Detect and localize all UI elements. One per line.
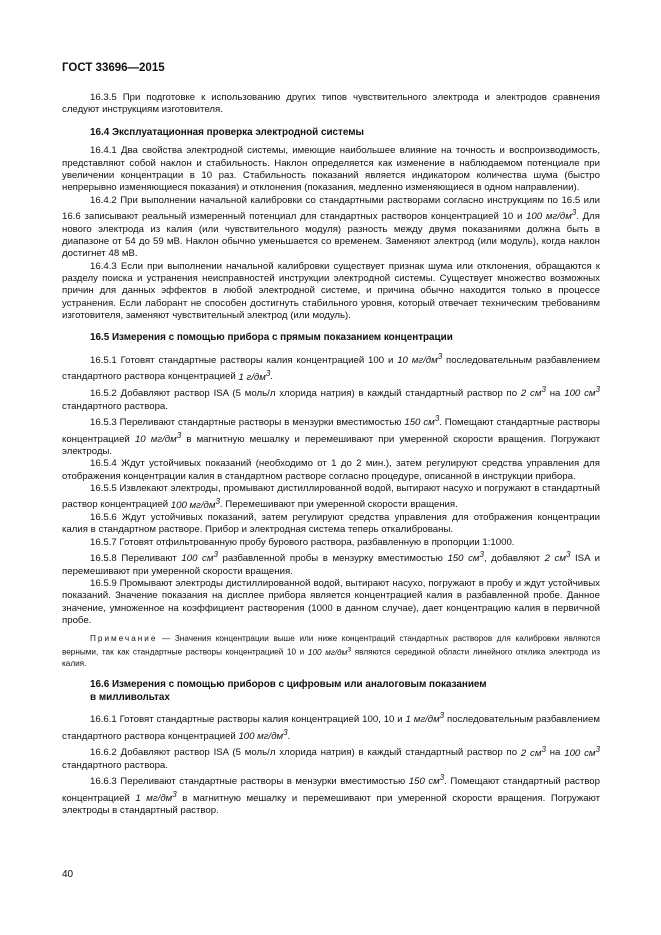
paragraph: 16.5.3 Переливают стандартные растворы в мензурки вместимостью 150 $см^3$. Помещают стандартные растворы концентрацией 10 $мг/дм^3$ в магнитную мешалку и перемешивают при умеренной скорости вращения. Погружают электроды. [62, 413, 601, 458]
paragraph: 16.5.2 Добавляют раствор ISA (5 моль/л хлорида натрия) в каждый стандартный раствор по 2 $см^3$ на 100 $см^3$ стандартного раствора. [62, 385, 600, 412]
paragraph: 16.6.3 Переливают стандартные растворы в мензурки вместимостью 150 $см^3$. Помещают стандартный раствор концентрацией 1 $мг/дм^3$ в магнитную мешалку и перемешивают при умеренной скорости вращения. Погружают электроды в стандартный раствор. [62, 773, 601, 817]
document-body [62, 92, 600, 818]
document-header: ГОСТ 33696—2015 [62, 62, 165, 74]
section-heading: 16.5 Измерения с помощью прибора с прямым показанием концентрации [90, 332, 453, 344]
note: Примечание — Значения концентрации выше или ниже концентраций стандартных растворов для калибровки являются верными, так как стандартные растворы концентрацией 10 и 100 $мг/дм^3$ являются серединой области линейного отклика электрода из калия. [62, 634, 600, 669]
paragraph: 16.5.4 Ждут устойчивых показаний (необходимо от 1 до 2 мин.), затем регулируют средства управления для отображения концентрации калия в стандартном растворе согласно процедуре, описанной в инструкции прибора. [62, 458, 600, 482]
paragraph: 16.6.1 Готовят стандартные растворы калия концентрацией 100, 10 и 1 $мг/дм^3$ последовательным разбавлением стандартного раствора концентрацией 100 $мг/дм^3$. [62, 711, 600, 743]
paragraph: 16.3.5 При подготовке к использованию других типов чувствительного электрода и электродов сравнения следуют инструкциям изготовителя. [62, 92, 600, 116]
section-heading: 16.6 Измерения с помощью приборов с цифровым или аналоговым показанием в милливольтах [90, 679, 487, 703]
document-page [62, 62, 600, 818]
paragraph: 16.4.3 Если при выполнении начальной калибровки существует признак шума или отклонения, обращаются к разделу поиска и устранения неисправностей инструкции электродной системы. Существует множество возможных причин для данных эффектов в любой электродной системе, и причина обычно находится только в процессе устранения. Если лаборант не способен достигнуть стабильного уровня, который отвечает техническим требованиям изготовителя, заменяют чувствительный электрод (или модуль). [62, 260, 600, 321]
paragraph: 16.6.2 Добавляют раствор ISA (5 моль/л хлорида натрия) в каждый стандартный раствор по 2 $см^3$ на 100 $см^3$ стандартного раствора. [62, 744, 600, 771]
paragraph: 16.5.5 Извлекают электроды, промывают дистиллированной водой, вытирают насухо и погружают в стандартный раствор концентрацией 100 $мг/дм^3$. Перемешивают при умеренной скорости вращения. [62, 483, 600, 511]
paragraph: 16.5.8 Переливают 100 $см^3$ разбавленной пробы в мензурку вместимостью 150 $см^3$, добавляют 2 $см^3$ ISA и перемешивают при умеренной скорости вращения. [62, 550, 600, 577]
paragraph: 16.5.9 Промывают электроды дистиллированной водой, вытирают насухо, погружают в пробу и ждут устойчивых показаний. Значение показания на дисплее прибора является концентрацией калия в разбавленной пробе. Данное значение, умноженное на коэффициент растворения (1000 в данном случае), дает концентрацию калия в первичной пробе. [62, 577, 600, 626]
paragraph: 16.5.7 Готовят отфильтрованную пробу бурового раствора, разбавленную в пропорции 1:1000. [90, 536, 515, 548]
paragraph: 16.4.2 При выполнении начальной калибровки со стандартными растворами согласно инструкциям по 16.5 или 16.6 записывают реальный измеренный потенциал для стандартных растворов концентрацией 10 и 100 $мг/дм^3$. Для нового электрода из калия (или чувствительного модуля) разность между двумя показаниями должна быть в диапазоне от 54 до 59 мВ. Наклон обычно уменьшается со временем. Заменяют электрод (или модуль), когда наклон достигнет 48 мВ. [62, 194, 600, 260]
section-heading: 16.4 Эксплуатационная проверка электродной системы [90, 126, 364, 138]
paragraph: 16.5.1 Готовят стандартные растворы калия концентрацией 100 и 10 $мг/дм^3$ последовательным разбавлением стандартного раствора концентрацией 1 $г/дм^3$. [62, 351, 601, 383]
paragraph: 16.4.1 Два свойства электродной системы, имеющие наибольшее влияние на точность и воспроизводимость, представляют собой наклон и стабильность. Наклон определяется как изменение в наблюдаемом потенциале при увеличении концентрации в 10 раз. Стабильность показаний является индикатором количества шума (быстро непрерывно изменяющиеся показания) и отклонения (показания, медленно изменяющиеся в одном направлении). [62, 145, 600, 194]
paragraph: 16.5.6 Ждут устойчивых показаний, затем регулируют средства управления для отображения концентрации калия в стандартном растворе. Прибор и электродная система теперь откалиброваны. [62, 512, 600, 536]
page-number: 40 [62, 869, 74, 880]
